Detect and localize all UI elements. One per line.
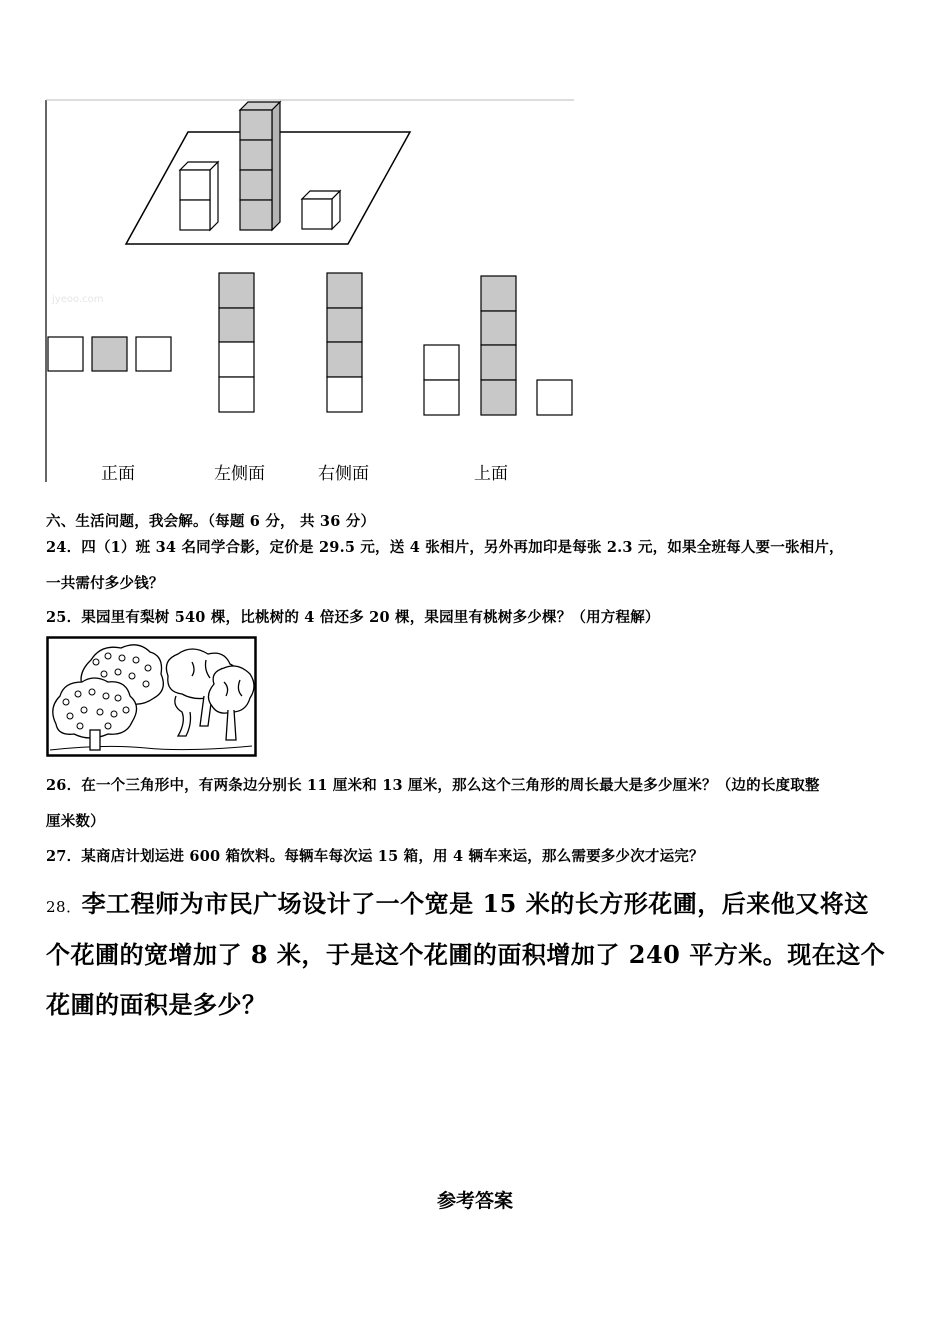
front-view <box>48 337 171 371</box>
question-24-line-2: 一共需付多少钱？ <box>46 575 164 592</box>
question-28-number: 28． <box>46 898 82 916</box>
section-title: 六、生活问题，我会解。（每题 6 分， 共 36 分） <box>46 513 376 530</box>
question-24-line-1: 24．四（1）班 34 名同学合影，定价是 29.5 元，送 4 张相片，另外再加印是每张 2.3 元，如果全班每人要一张相片， <box>46 539 844 556</box>
cube-stack-right <box>302 191 340 229</box>
question-25: 25．果园里有梨树 540 棵，比桃树的 4 倍还多 20 棵，果园里有桃树多少棵？（用方程解） <box>46 609 660 626</box>
right-side-view <box>327 273 362 412</box>
top-view <box>424 276 572 415</box>
cube-stack-middle <box>240 102 280 230</box>
watermark: jyeoo.com <box>52 294 104 305</box>
question-26-line-1: 26．在一个三角形中，有两条边分别长 11 厘米和 13 厘米，那么这个三角形的周长最大是多少厘米？（边的长度取整 <box>46 777 820 794</box>
question-28-line-3: 花圃的面积是多少？ <box>46 990 267 1019</box>
question-28-text-1: 李工程师为市民广场设计了一个宽是 15 米的长方形花圃，后来他又将这 <box>81 889 869 918</box>
label-right-side-view: 右侧面 <box>318 464 369 484</box>
question-28-line-2: 个花圃的宽增加了 8 米，于是这个花圃的面积增加了 240 平方米。现在这个 <box>46 940 886 969</box>
orchard-illustration <box>46 636 258 758</box>
cube-stack-left <box>180 162 218 230</box>
label-front-view: 正面 <box>101 464 135 484</box>
question-26-line-2: 厘米数） <box>46 813 105 830</box>
left-side-view <box>219 273 254 412</box>
question-27: 27．某商店计划运进 600 箱饮料。每辆车每次运 15 箱，用 4 辆车来运，那么需要多少次才运完？ <box>46 848 704 865</box>
label-top-view: 上面 <box>474 464 508 484</box>
question-28-line-1 <box>46 884 869 919</box>
cube-views-figure <box>0 0 600 490</box>
answer-heading: 参考答案 <box>436 1190 513 1212</box>
label-left-side-view: 左侧面 <box>214 464 265 484</box>
